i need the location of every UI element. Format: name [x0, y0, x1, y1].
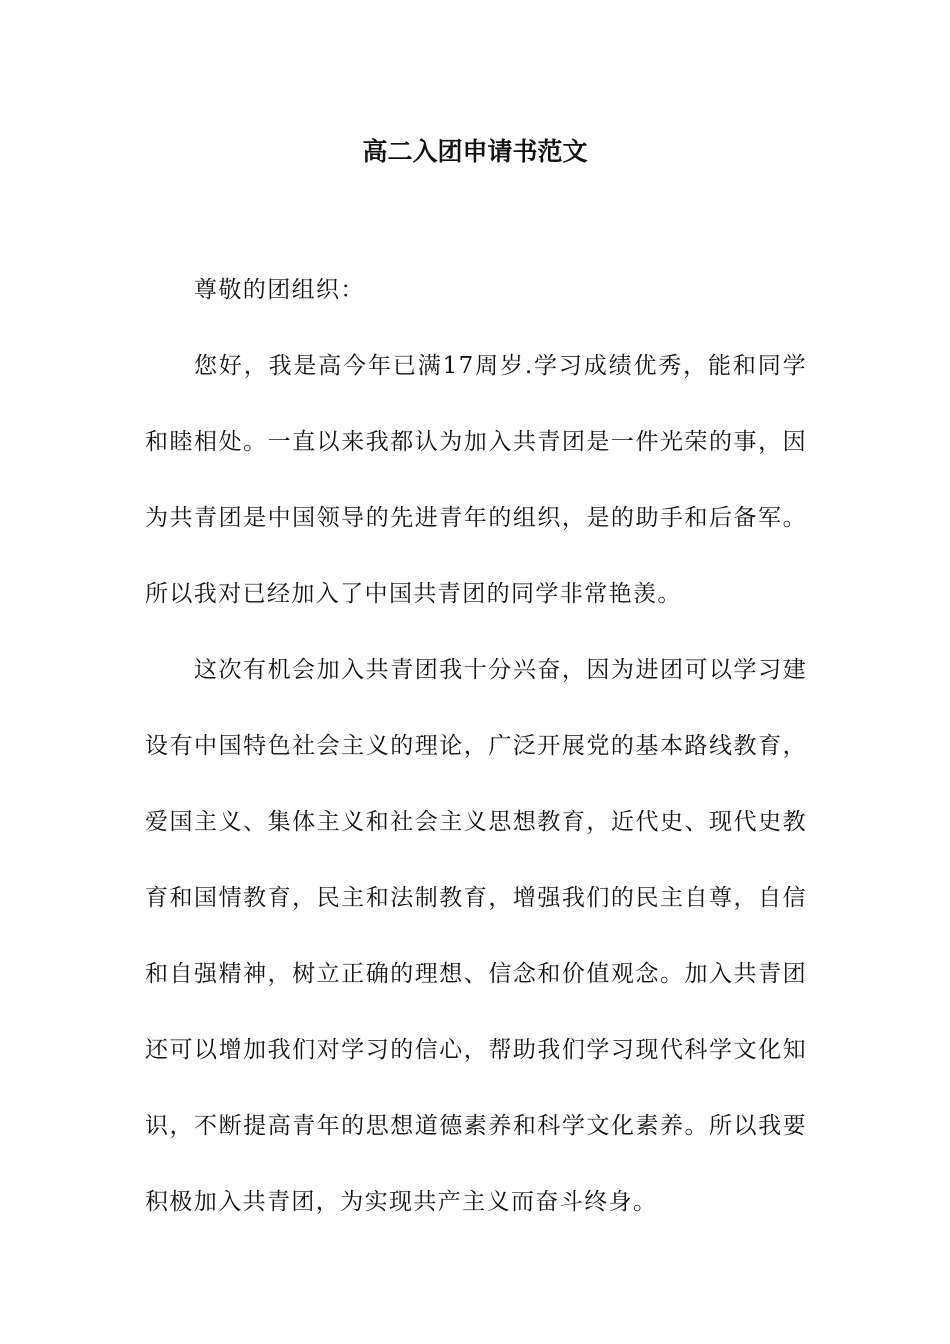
paragraph-1: 您好，我是高今年已满17周岁.学习成绩优秀，能和同学和睦相处。一直以来我都认为加入共青团是一件光荣的事，因为共青团是中国领导的先进青年的组织，是的助手和后备军。所以我对已经加入了中国共青团的同学非常艳羡。: [145, 353, 807, 607]
paragraph-2: 这次有机会加入共青团我十分兴奋，因为进团可以学习建设有中国特色社会主义的理论，广泛开展党的基本路线教育，爱国主义、集体主义和社会主义思想教育，近代史、现代史教育和国情教育，民主和法制教育，增强我们的民主自尊，自信和自强精神，树立正确的理想、信念和价值观念。加入共青团还可以增加我们对学习的信心，帮助我们学习现代科学文化知识，不断提高青年的思想道德素养和科学文化素养。所以我要积极加入共青团，为实现共产主义而奋斗终身。: [145, 657, 807, 1215]
document-body: [145, 252, 807, 1240]
salutation: 尊敬的团组织：: [194, 277, 365, 303]
document-title: 高二入团申请书范文: [362, 137, 588, 166]
